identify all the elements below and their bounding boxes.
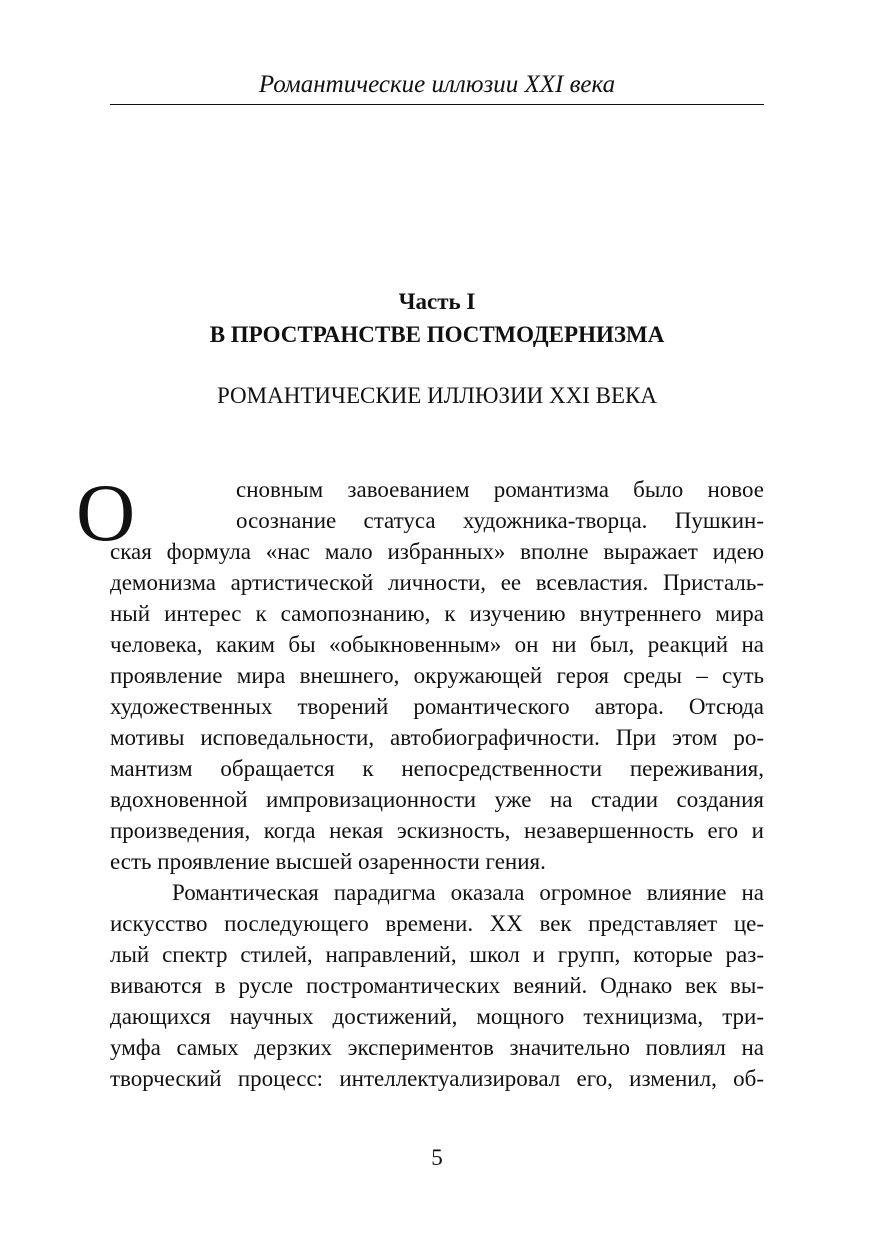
header-rule xyxy=(110,104,764,105)
text-line: произведения, когда некая эскизность, незавершенность его и xyxy=(110,818,764,843)
text-line: умфа самых дерзких экспериментов значительно повлиял на xyxy=(110,1035,764,1060)
text-line: демонизма артистической личности, ее всевластия. Присталь- xyxy=(110,570,764,595)
drop-cap: О xyxy=(76,467,136,558)
page-number: 5 xyxy=(431,1145,443,1170)
text-line: искусство последующего времени. XX век представляет це- xyxy=(110,911,764,936)
text-line: лый спектр стилей, направлений, школ и групп, которые раз- xyxy=(110,942,764,967)
text-line: Романтическая парадигма оказала огромное влияние на xyxy=(172,880,764,905)
running-header-title: Романтические иллюзии XXI века xyxy=(258,71,616,98)
body-text xyxy=(110,474,764,1094)
text-line: человека, каким бы «обыкновенным» он ни был, реакций на xyxy=(110,632,764,657)
paragraph-2 xyxy=(110,877,764,1094)
paragraph-1 xyxy=(110,474,764,877)
text-line: проявление мира внешнего, окружающей героя среды – суть xyxy=(110,663,764,688)
text-line: вдохновенной импровизационности уже на стадии создания xyxy=(110,787,764,812)
text-line: ская формула «нас мало избранных» вполне выражает идею xyxy=(110,539,764,564)
part-title: В ПРОСТРАНСТВЕ ПОСТМОДЕРНИЗМА xyxy=(209,322,665,347)
text-line: творческий процесс: интеллектуализировал его, изменил, об- xyxy=(110,1066,764,1091)
text-line: виваются в русле постромантических веяний. Однако век вы- xyxy=(110,973,764,998)
text-line: дающихся научных достижений, мощного техницизма, три- xyxy=(110,1004,764,1029)
text-line: мантизм обращается к непосредственности переживания, xyxy=(110,756,764,781)
text-line: ный интерес к самопознанию, к изучению внутреннего мира xyxy=(110,601,764,626)
text-line: осознание статуса художника-творца. Пушкин- xyxy=(236,508,764,533)
chapter-title: РОМАНТИЧЕСКИЕ ИЛЛЮЗИИ XXI ВЕКА xyxy=(216,383,657,408)
part-label: Часть I xyxy=(398,289,476,314)
text-line: мотивы исповедальности, автобиографичности. При этом ро- xyxy=(110,725,764,750)
text-line: есть проявление высшей озаренности гения. xyxy=(110,849,546,874)
text-line: сновным завоеванием романтизма было новое xyxy=(236,477,764,502)
text-line: художественных творений романтического автора. Отсюда xyxy=(110,694,764,719)
